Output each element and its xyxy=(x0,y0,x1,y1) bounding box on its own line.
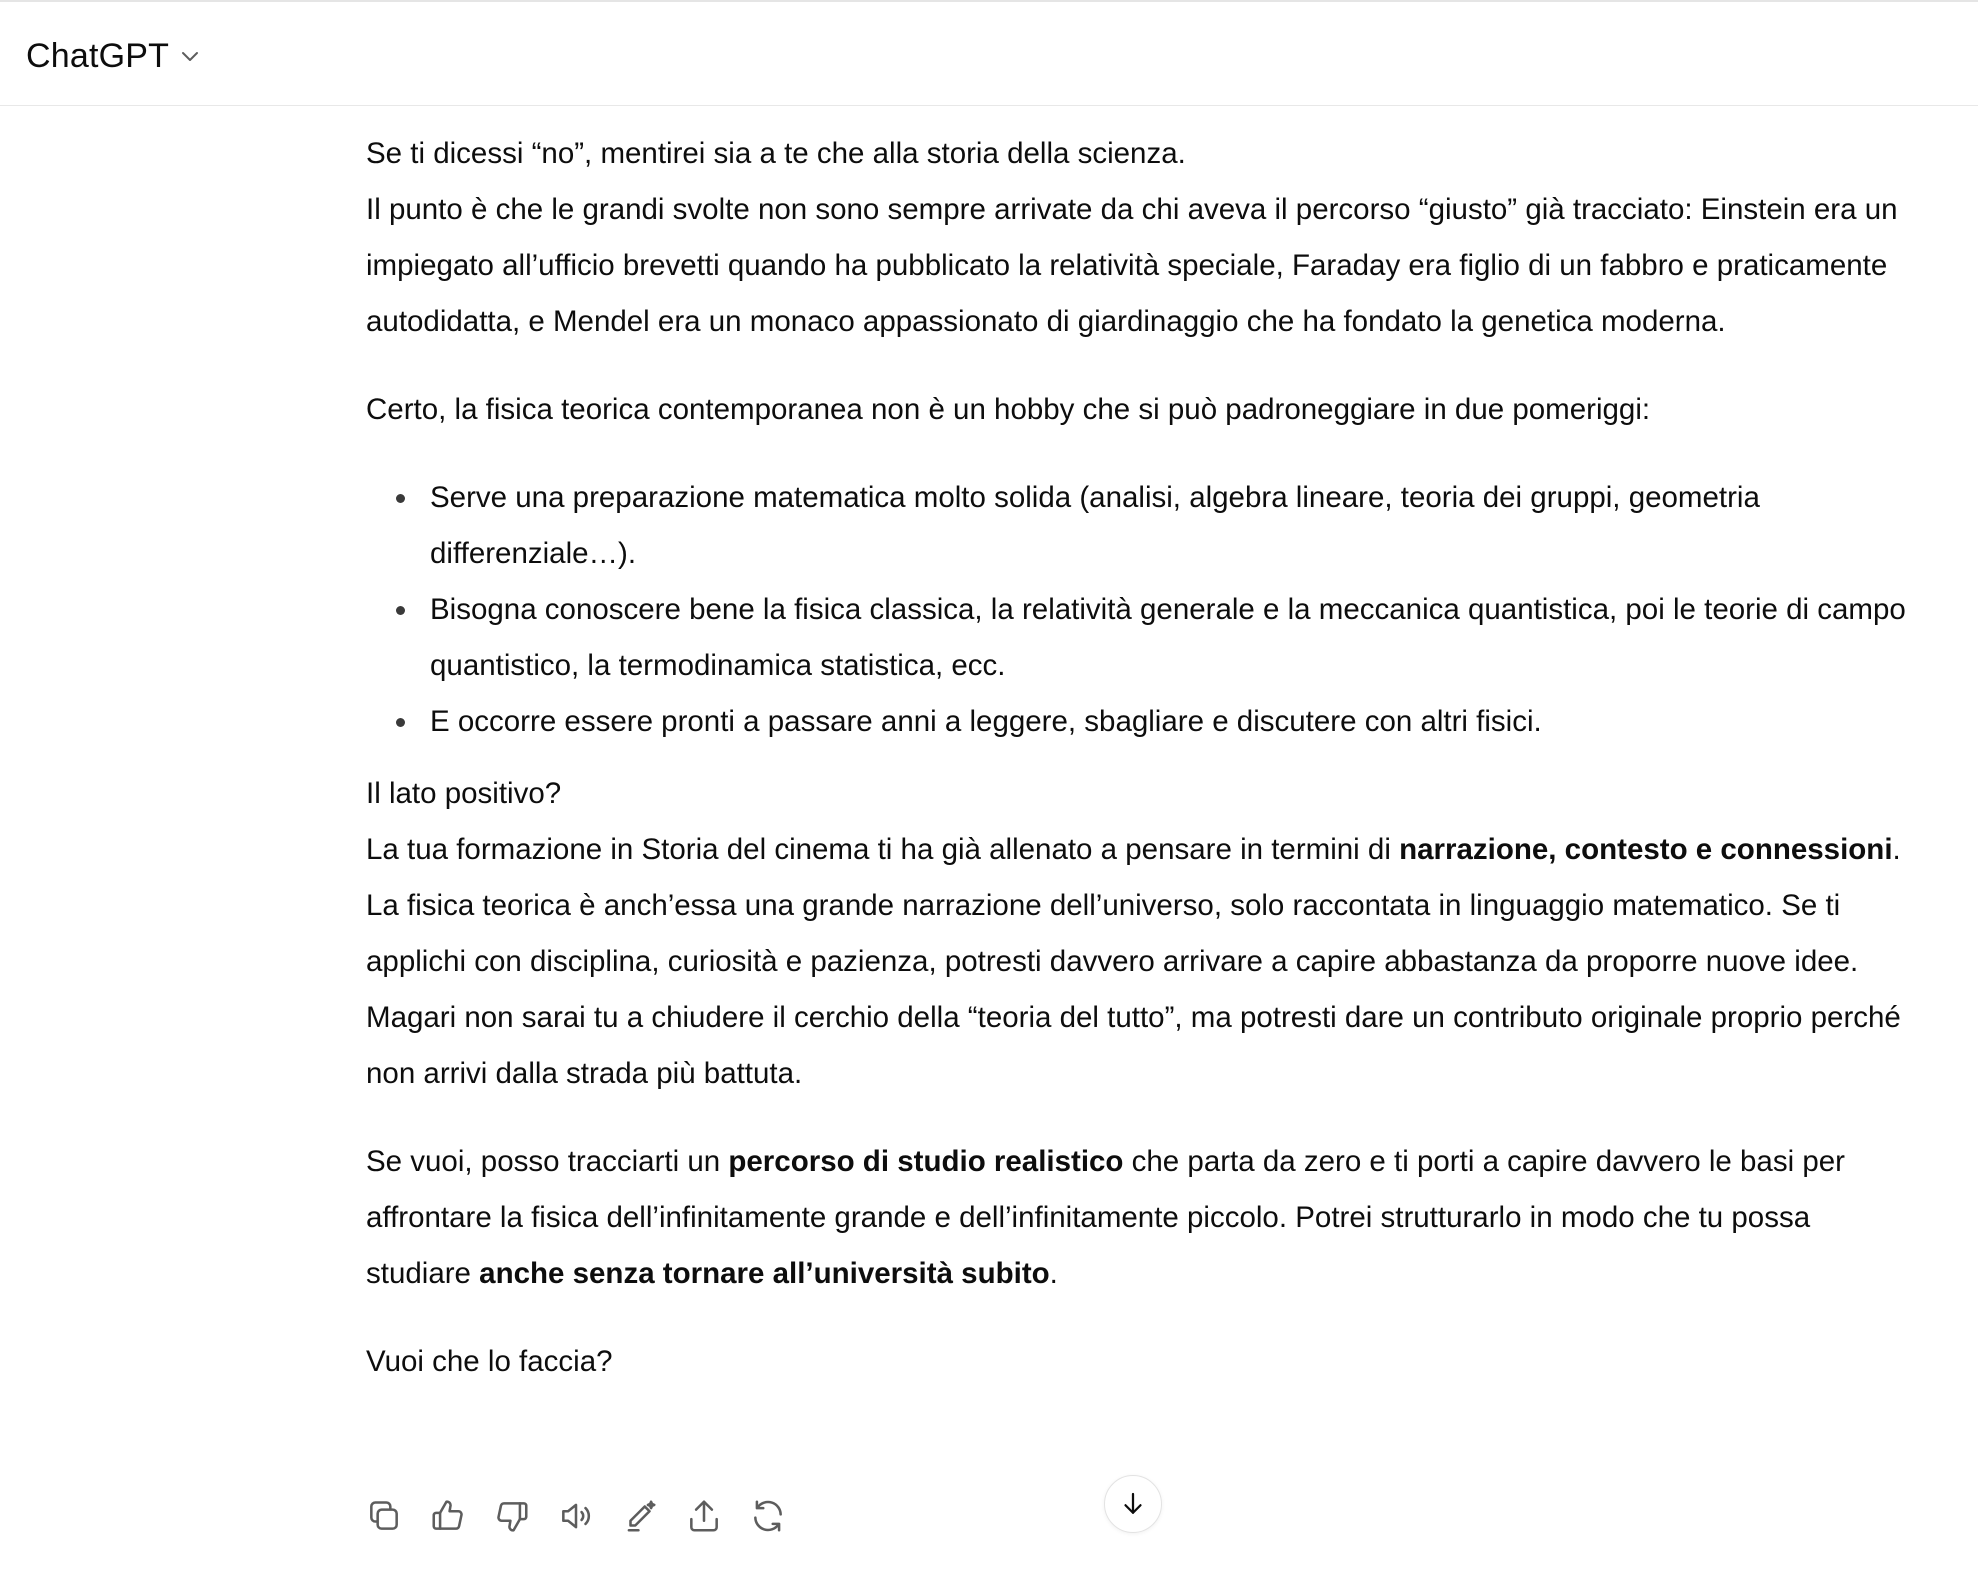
bold-text: narrazione, contesto e connessioni xyxy=(1399,833,1893,866)
read-aloud-button[interactable] xyxy=(554,1494,598,1538)
scroll-to-bottom-button[interactable] xyxy=(1104,1475,1162,1533)
bold-text: percorso di studio realistico xyxy=(728,1145,1124,1178)
bad-response-button[interactable] xyxy=(490,1494,534,1538)
read-aloud-icon xyxy=(557,1497,595,1535)
thumbs-down-icon xyxy=(493,1497,531,1535)
model-selector[interactable] xyxy=(26,32,201,80)
text: Se vuoi, posso tracciarti un xyxy=(366,1145,729,1178)
edit-button[interactable] xyxy=(618,1494,662,1538)
edit-icon xyxy=(621,1497,659,1535)
list-item: Bisogna conoscere bene la fisica classica, la relatività generale e la meccanica quantistica, poi le teorie di campo quantistico, la termodinamica statistica, ecc. xyxy=(430,582,1906,694)
text: Il lato positivo? xyxy=(366,777,562,810)
bold-text: anche senza tornare all’università subito xyxy=(479,1257,1050,1290)
message-actions xyxy=(362,1494,790,1538)
list-item: E occorre essere pronti a passare anni a leggere, sbagliare e discutere con altri fisici. xyxy=(430,694,1906,750)
regenerate-button[interactable] xyxy=(746,1494,790,1538)
assistant-message xyxy=(366,126,1906,1390)
arrow-down-icon xyxy=(1118,1489,1148,1519)
share-button[interactable] xyxy=(682,1494,726,1538)
paragraph xyxy=(366,766,1906,1102)
bullet-list xyxy=(366,470,1906,750)
copy-button[interactable] xyxy=(362,1494,406,1538)
list-item: Serve una preparazione matematica molto solida (analisi, algebra lineare, teoria dei gruppi, geometria differenziale…). xyxy=(430,470,1906,582)
text: Se ti dicessi “no”, mentirei sia a te che alla storia della scienza. xyxy=(366,137,1186,170)
good-response-button[interactable] xyxy=(426,1494,470,1538)
chevron-down-icon xyxy=(179,45,201,67)
paragraph: Certo, la fisica teorica contemporanea non è un hobby che si può padroneggiare in due pomeriggi: xyxy=(366,393,1651,426)
text: . La fisica teorica è anch’essa una grande narrazione dell’universo, solo raccontata in linguaggio matematico. Se ti applichi con disciplina, curiosità e pazienza, potresti davvero arrivare a capire abbastanza da proporre nuove idee. Magari non sarai tu a chiudere il cerchio della “teoria del tutto”, ma potresti dare un contributo originale proprio perché non arrivi dalla strada più battuta. xyxy=(366,833,1901,1090)
paragraph xyxy=(366,126,1906,350)
regenerate-icon xyxy=(749,1497,787,1535)
share-icon xyxy=(685,1497,723,1535)
paragraph: Vuoi che lo faccia? xyxy=(366,1345,613,1378)
top-bar xyxy=(0,0,1978,106)
paragraph xyxy=(366,1134,1906,1302)
thumbs-up-icon xyxy=(429,1497,467,1535)
copy-icon xyxy=(365,1497,403,1535)
model-name: ChatGPT xyxy=(26,36,170,75)
text: che parta da zero e ti porti a capire davvero le basi per affrontare la fisica dell’infinitamente grande e dell’infinitamente piccolo. Potrei strutturarlo in modo che tu possa studiare xyxy=(366,1145,1845,1290)
text: . xyxy=(1049,1257,1058,1290)
text: La tua formazione in Storia del cinema ti ha già allenato a pensare in termini di xyxy=(366,833,1400,866)
text: Il punto è che le grandi svolte non sono sempre arrivate da chi aveva il percorso “giusto” già tracciato: Einstein era un impiegato all’ufficio brevetti quando ha pubblicato la relatività speciale, Faraday era figlio di un fabbro e praticamente autodidatta, e Mendel era un monaco appassionato di giardinaggio che ha fondato la genetica moderna. xyxy=(366,193,1898,338)
